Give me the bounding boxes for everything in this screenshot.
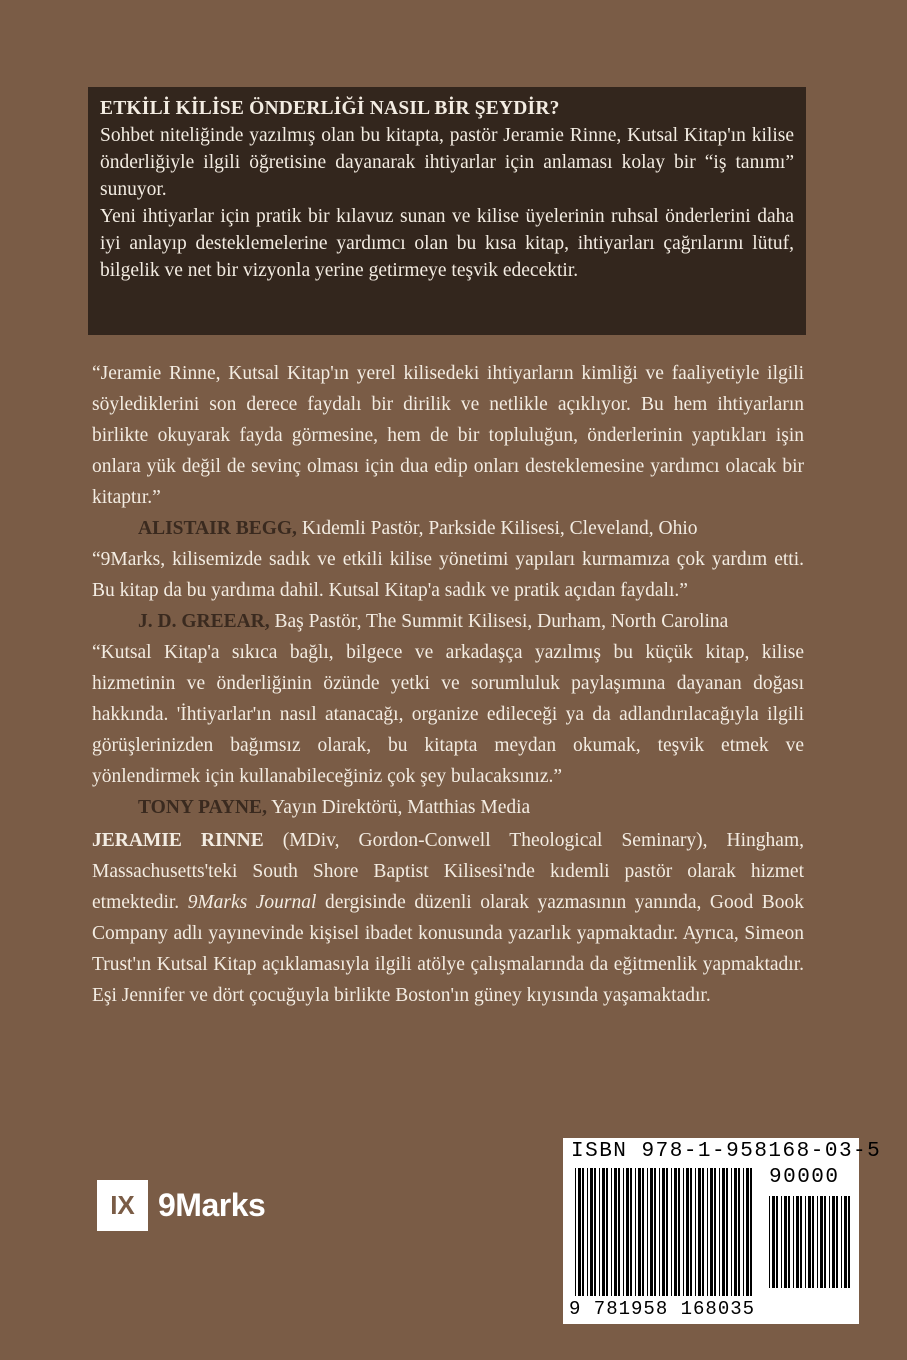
synopsis-box <box>88 87 806 335</box>
price-code: 90000 <box>769 1166 840 1189</box>
endorser-role-1: Kıdemli Pastör, Parkside Kilisesi, Cleveland, Ohio <box>296 518 698 539</box>
endorsement-quote-1: “Jeramie Rinne, Kutsal Kitap'ın yerel kilisedeki ihtiyarların kimliği ve faaliyetiyle ilgili söylediklerini son derece faydalı bir dirilik ve netlikle açıklıyor. Bu hem ihtiyarların birlikte okuyarak fayda görmesine, hem de bir topluluğun, önderlerinin yaptıkları işin onlara yük değil de sevinç olması için dua edip onları desteklemesine yardımcı olacak bir kitaptır.” <box>92 363 804 508</box>
author-bio-text-b: dergisinde düzenli olarak yazmasının yanında, Good Book Company adlı yayınevinde kişisel ibadet konusunda yazarlık yapmaktadır. Ayrıca, Simeon Trust'ın Kutsal Kitap açıklamasıyla ilgili atölye çalışmalarında da eğitmenlik yapmaktadır. Eşi Jennifer ve dört çocuğuyla birlikte Boston'ın güney kıyısında yaşamaktadır. <box>92 892 804 1006</box>
endorsements-section <box>92 358 804 1011</box>
publisher-logo <box>97 1180 265 1231</box>
synopsis-heading: ETKİLİ KİLİSE ÖNDERLİĞİ NASIL BİR ŞEYDİR? <box>100 98 560 119</box>
author-name: JERAMIE RINNE <box>92 830 264 851</box>
isbn-barcode <box>563 1138 882 1324</box>
endorsement-quote-3: “Kutsal Kitap'a sıkıca bağlı, bilgece ve arkadaşça yazılmış bu küçük kitap, kilise hizmetinin ve önderliğinin özünde yetki ve sorumluluk paylaşımına dayanan doğası hakkında. 'İhtiyarlar'ın nasıl atanacağı, organize edileceği ya da adlandırılacağıyla ilgili görüşlerinizden bağımsız olarak, bu kitapta meydan okumak, teşvik etmek ve yönlendirmek için kullanabileceğiniz çok şey bulacaksınız.” <box>92 642 804 787</box>
endorser-name-3: TONY PAYNE, <box>138 797 267 818</box>
author-bio-text-a: (MDiv, Gordon-Conwell Theological Seminary), Hingham, Massachusetts'teki South Shore Baptist Kilisesi'nde kıdemli pastör olarak hizmet etmektedir. <box>92 830 805 913</box>
endorser-role-2: Baş Pastör, The Summit Kilisesi, Durham, North Carolina <box>269 611 729 632</box>
synopsis-paragraph-2: Yeni ihtiyarlar için pratik bir kılavuz sunan ve kilise üyelerinin ruhsal önderlerini daha iyi anlayıp desteklemelerine yardımcı olan bu kısa kitap, ihtiyarları çağrılarını lütuf, bilgelik ve net bir vizyonla yerine getirmeye teşvik edecektir. <box>100 206 794 281</box>
endorser-name-1: ALISTAIR BEGG, <box>138 518 297 539</box>
endorsement-attribution-2 <box>92 606 804 637</box>
author-bio <box>92 825 804 1011</box>
ean-digits: 9 781958 168035 <box>569 1298 756 1320</box>
endorser-role-3: Yayın Direktörü, Matthias Media <box>266 797 531 818</box>
endorsement-attribution-1 <box>92 513 804 544</box>
endorser-name-2: J. D. GREEAR, <box>138 611 270 632</box>
publisher-logo-name: 9Marks <box>158 1187 266 1223</box>
publisher-logo-mark: IX <box>97 1180 148 1231</box>
synopsis-paragraph-1: Sohbet niteliğinde yazılmış olan bu kitapta, pastör Jeramie Rinne, Kutsal Kitap'ın kilise önderliğiyle ilgili öğretisine dayanarak ihtiyarlar için anlaması kolay bir “iş tanımı” sunuyor. <box>100 125 794 200</box>
isbn-label: ISBN 978-1-958168-03-5 <box>571 1140 882 1163</box>
endorsement-quote-2: “9Marks, kilisemizde sadık ve etkili kilise yönetimi yapıları kurmamıza çok yardım etti. Bu kitap da bu yardıma dahil. Kutsal Kitap'a sadık ve pratik açıdan faydalı.” <box>92 549 804 601</box>
journal-title: 9Marks Journal <box>187 892 317 913</box>
endorsement-attribution-3 <box>92 792 804 823</box>
